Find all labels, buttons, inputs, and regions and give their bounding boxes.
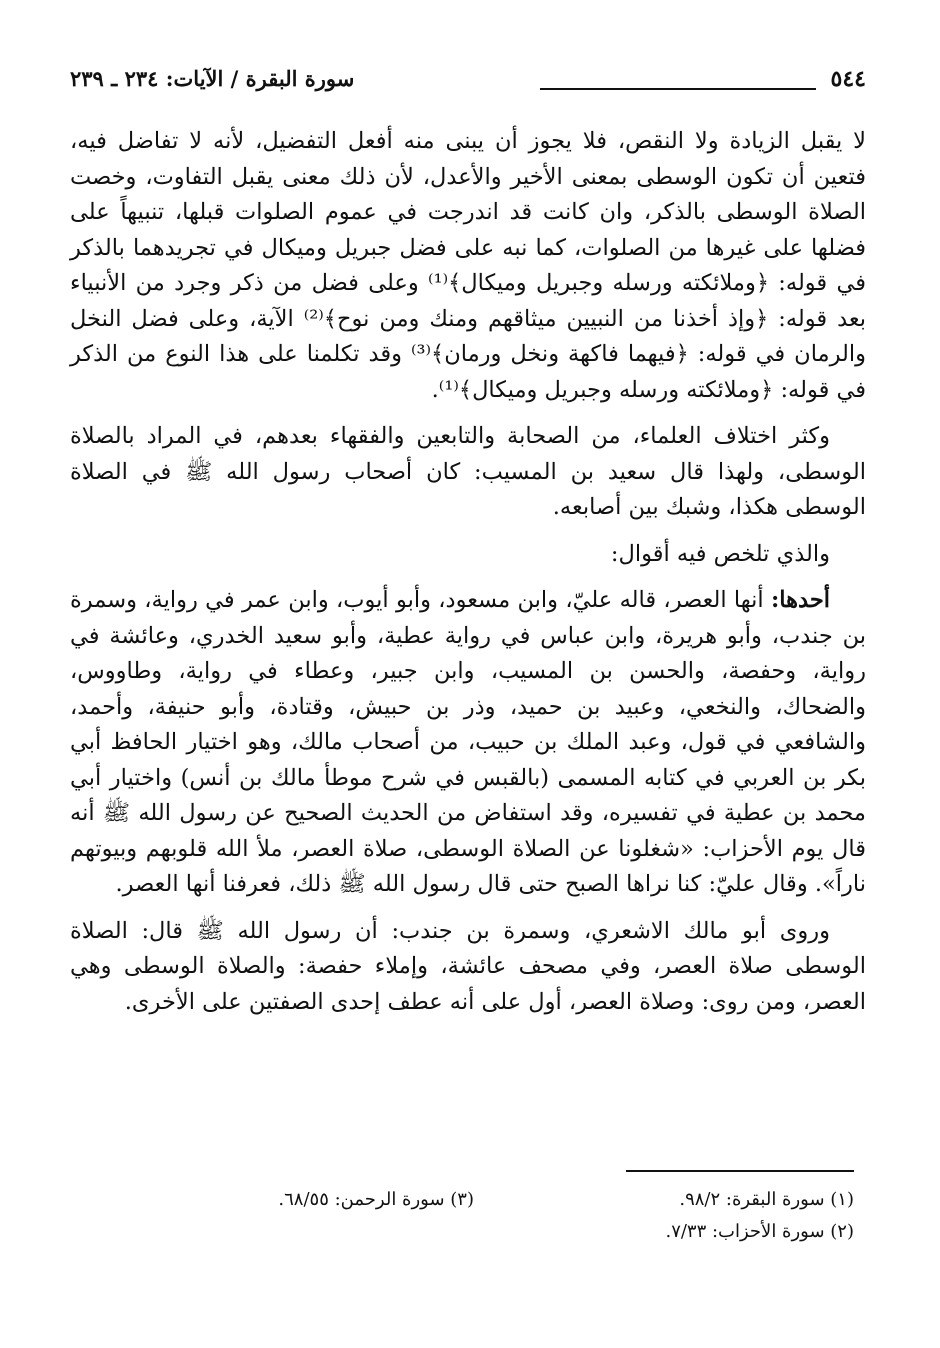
paragraph-1: لا يقبل الزيادة ولا النقص، فلا يجوز أن يبنى منه أفعل التفضيل، لأنه لا تفاضل فيه، فتعين أن تكون الوسطى بمعنى الأخير والأعدل، لأن ذلك معنى يقبل التفاوت، وخصت الصلاة الوسطى بالذكر، وان كانت قد اندرجت في عموم الصلوات قبلها، تنبيهاً على فضلها على غيرها من الصلوات، كما نبه على فضل جبريل وميكال في تجريدهما بالذكر في قوله: ﴿وملائكته ورسله وجبريل وميكال﴾⁽¹⁾ وعلى فضل من ذكر وجرد من الأنبياء بعد قوله: ﴿وإذ أخذنا من النبيين ميثاقهم ومنك ومن نوح﴾⁽²⁾ الآية، وعلى فضل النخل والرمان في قوله: ﴿فيهما فاكهة ونخل ورمان﴾⁽³⁾ وقد تكلمنا على هذا النوع من الذكر في قوله: ﴿وملائكته ورسله وجبريل وميكال﴾⁽¹⁾. <box>70 128 867 403</box>
running-title: سورة البقرة / الآيات: ٢٣٤ ـ ٢٣٩ <box>70 66 355 91</box>
paragraph-5: وروى أبو مالك الاشعري، وسمرة بن جندب: أن رسول الله ﷺ قال: الصلاة الوسطى صلاة العصر، وفي مصحف عائشة، وإملاء حفصة: والصلاة الوسطى وهي العصر، ومن روى: وصلاة العصر، أول على أنه عطف إحدى الصفتين على الأخرى. <box>70 917 866 1015</box>
footnote-2: (٢) سورة الأحزاب: ٧/٣٣. <box>665 1221 854 1242</box>
page-number: ٥٤٤ <box>830 66 866 92</box>
footnote-rule <box>626 1170 854 1172</box>
footnote-3: (٣) سورة الرحمن: ٦٨/٥٥. <box>278 1189 474 1210</box>
paragraph-4-label: أحدها: <box>771 587 830 613</box>
footnote-1: (١) سورة البقرة: ٩٨/٢. <box>679 1189 854 1210</box>
page-header <box>70 62 866 102</box>
paragraph-4 <box>70 583 866 903</box>
header-rule <box>540 88 816 90</box>
main-text <box>70 124 866 1031</box>
paragraph-2: وكثر اختلاف العلماء، من الصحابة والتابعين والفقهاء بعدهم، في المراد بالصلاة الوسطى، ولهذا قال سعيد بن المسيب: كان أصحاب رسول الله ﷺ في الصلاة الوسطى هكذا، وشبك بين أصابعه. <box>70 423 866 520</box>
paragraph-3: والذي تلخص فيه أقوال: <box>610 540 830 567</box>
paragraph-4-text: أنها العصر، قاله عليّ، وابن مسعود، وأبو أيوب، وابن عمر في رواية، وسمرة بن جندب، وأبو هريرة، وابن عباس في رواية عطية، وأبو سعيد الخدري، وعائشة في رواية، وحفصة، والحسن بن المسيب، وابن جبير، وعطاء في رواية، وطاووس، والضحاك، والنخعي، وعبيد بن حميد، وذر بن حبيش، وقتادة، وأبو حنيفة، وأحمد، والشافعي في قول، وعبد الملك بن حبيب، من أصحاب مالك، وهو اختيار الحافظ أبي بكر بن العربي في كتابه المسمى (بالقبس في شرح موطأ مالك بن أنس) واختيار أبي محمد بن عطية في تفسيره، وقد استفاض من الحديث الصحيح عن رسول الله ﷺ أنه قال يوم الأحزاب: «شغلونا عن الصلاة الوسطى، صلاة العصر، ملأ الله قلوبهم وبيوتهم ناراً». وقال عليّ: كنا نراها الصبح حتى قال رسول الله ﷺ ذلك، فعرفنا أنها العصر. <box>70 587 866 897</box>
